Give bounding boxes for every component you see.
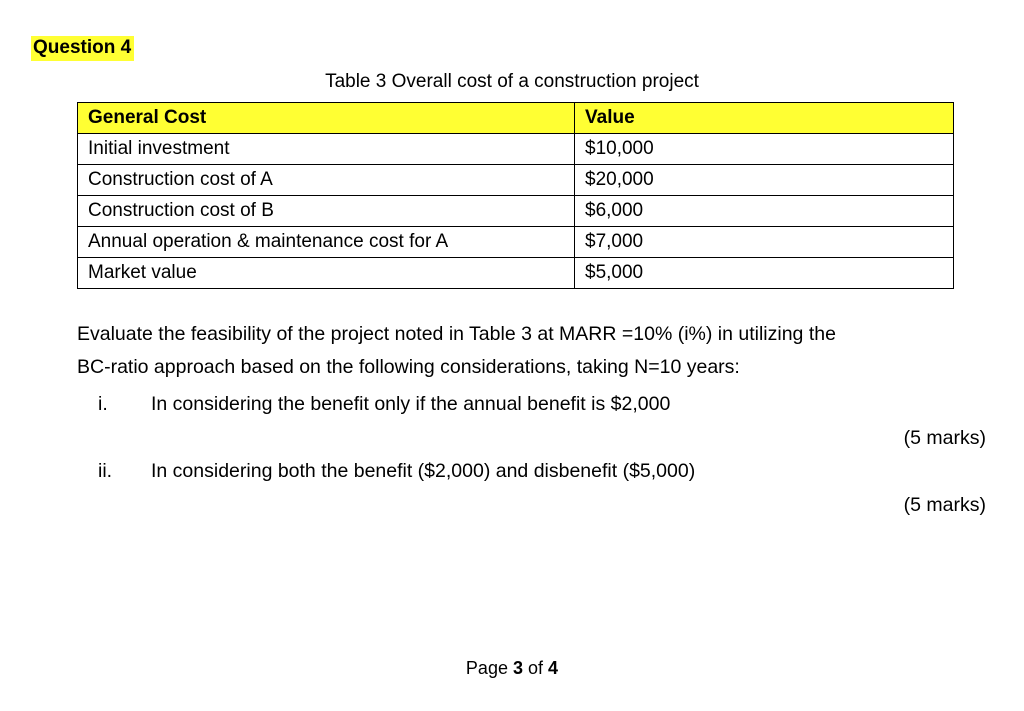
- table-row: [78, 258, 954, 289]
- question-heading: Question 4: [31, 36, 134, 61]
- table-row: [78, 165, 954, 196]
- item-number: ii.: [98, 460, 113, 482]
- table-caption: Table 3 Overall cost of a construction project: [325, 71, 699, 92]
- value-cell: $20,000: [575, 165, 954, 196]
- instructions-line: BC-ratio approach based on the following considerations, taking N=10 years:: [77, 356, 740, 378]
- instructions-paragraph: [77, 318, 977, 384]
- value-cell: $5,000: [575, 258, 954, 289]
- page-footer: [0, 658, 1024, 679]
- item-text: In considering both the benefit ($2,000) and disbenefit ($5,000): [151, 460, 696, 482]
- instructions-line: Evaluate the feasibility of the project noted in Table 3 at MARR =10% (i%) in utilizing the: [77, 323, 836, 345]
- item-number: i.: [98, 393, 108, 415]
- page-total: 4: [548, 658, 559, 678]
- cost-cell: Market value: [78, 258, 575, 289]
- page-current: 3: [512, 658, 523, 678]
- page-prefix: Page: [465, 658, 508, 678]
- marks-label: (5 marks): [903, 427, 986, 449]
- table-header-row: [78, 103, 954, 134]
- value-cell: $7,000: [575, 227, 954, 258]
- table-row: [78, 134, 954, 165]
- table-row: [78, 227, 954, 258]
- cost-table: [77, 102, 954, 289]
- cost-cell: Construction cost of A: [78, 165, 575, 196]
- value-cell: $6,000: [575, 196, 954, 227]
- cost-cell: Initial investment: [78, 134, 575, 165]
- header-value: Value: [575, 103, 954, 134]
- value-cell: $10,000: [575, 134, 954, 165]
- page-of: of: [528, 658, 544, 678]
- table-row: [78, 196, 954, 227]
- cost-cell: Annual operation & maintenance cost for A: [78, 227, 575, 258]
- marks-label: (5 marks): [903, 494, 986, 516]
- item-text: In considering the benefit only if the annual benefit is $2,000: [151, 393, 671, 415]
- cost-cell: Construction cost of B: [78, 196, 575, 227]
- header-general-cost: General Cost: [78, 103, 575, 134]
